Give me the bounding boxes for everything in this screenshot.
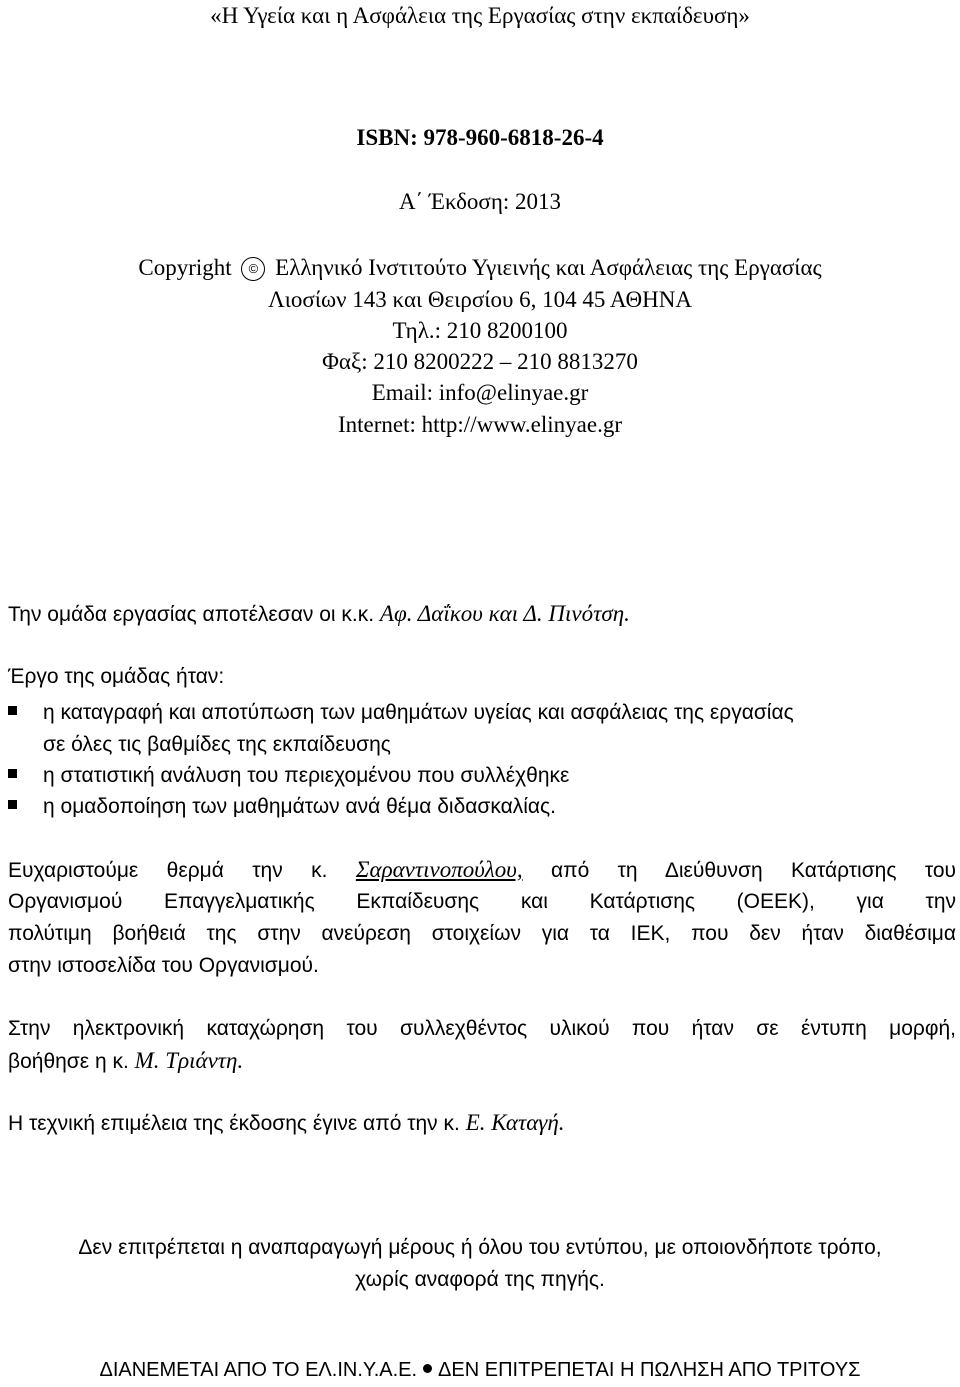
fax: Φαξ: 210 8200222 – 210 8813270 [322, 349, 638, 374]
bullet-icon [8, 706, 22, 720]
notice-line-2: χωρίς αναφορά της πηγής. [355, 1268, 605, 1291]
bullet-icon [8, 769, 22, 783]
team-line [8, 600, 960, 629]
bullet-icon [8, 800, 22, 814]
address: Λιοσίων 143 και Θειρσίου 6, 104 45 ΑΘΗΝΑ [268, 287, 692, 312]
copyright-holder: Ελληνικό Ινστιτούτο Υγιεινής και Ασφάλειας της Εργασίας [275, 255, 822, 280]
email: Email: info@elinyae.gr [371, 380, 589, 405]
footer-right: ΔΕΝ ΕΠΙΤΡΕΠΕΤΑΙ Η ΠΩΛΗΣΗ ΑΠΟ ΤΡΙΤΟΥΣ [438, 1359, 861, 1381]
edition: Α΄ Έκδοση: 2013 [399, 189, 561, 214]
thanks-line-1 [8, 856, 956, 885]
isbn: ISBN: 978-960-6818-26-4 [356, 125, 604, 150]
entry-line-1: Στην ηλεκτρονική καταχώρηση του συλλεχθέντος υλικού που ήταν σε έντυπη μορφή, [8, 1017, 956, 1040]
work-heading: Έργο της ομάδας ήταν: [8, 665, 225, 688]
editing-name: Ε. Καταγή. [465, 1110, 565, 1135]
work-item-1-line2: σε όλες τις βαθμίδες της εκπαίδευσης [43, 733, 391, 756]
copyright-label: Copyright [138, 255, 232, 280]
bullet-dot-icon [423, 1364, 432, 1373]
team-intro: Την ομάδα εργασίας αποτέλεσαν οι κ.κ. [8, 603, 380, 626]
work-item-1-line1: η καταγραφή και αποτύπωση των μαθημάτων υγείας και ασφάλειας της εργασίας [43, 701, 794, 724]
thanks-line-4: στην ιστοσελίδα του Οργανισμού. [8, 954, 319, 977]
editing-line [8, 1109, 960, 1138]
footer-left: ΔΙΑΝΕΜΕΤΑΙ ΑΠΟ ΤΟ ΕΛ.ΙΝ.Υ.Α.Ε. [99, 1359, 418, 1381]
notice-line-1: Δεν επιτρέπεται η αναπαραγωγή μέρους ή όλου του εντύπου, με οποιονδήποτε τρόπο, [78, 1236, 882, 1259]
entry-line-2 [8, 1047, 960, 1076]
internet: Internet: http://www.elinyae.gr [337, 412, 622, 437]
footer [0, 1356, 960, 1384]
copyright-line [0, 254, 960, 282]
thanks-name: Σαραντινοπούλου, [355, 857, 523, 882]
team-names: Αφ. Δαΐκου και Δ. Πινότση. [379, 601, 630, 626]
thanks-line-3: πολύτιμη βοήθειά της στην ανεύρεση στοιχείων για τα ΙΕΚ, που δεν ήταν διαθέσιμα [8, 922, 956, 945]
thanks-text: από τη Διεύθυνση Κατάρτισης του [522, 859, 956, 882]
thanks-line-2: Οργανισμού Επαγγελματικής Εκπαίδευσης και Κατάρτισης (ΟΕΕΚ), για την [8, 890, 956, 913]
copyright-icon: © [241, 257, 265, 281]
thanks-text: Ευχαριστούμε θερμά την κ. [8, 859, 356, 882]
editing-text: Η τεχνική επιμέλεια της έκδοσης έγινε από την κ. [8, 1112, 466, 1135]
entry-name: Μ. Τριάντη. [134, 1048, 244, 1073]
document-title: «Η Υγεία και η Ασφάλεια της Εργασίας στην εκπαίδευση» [210, 3, 750, 28]
entry-text: βοήθησε η κ. [8, 1050, 135, 1073]
phone: Τηλ.: 210 8200100 [392, 318, 568, 343]
work-item-2: η στατιστική ανάλυση του περιεχομένου που συλλέχθηκε [43, 764, 570, 787]
work-item-3: η ομαδοποίηση των μαθημάτων ανά θέμα διδασκαλίας. [43, 795, 557, 818]
